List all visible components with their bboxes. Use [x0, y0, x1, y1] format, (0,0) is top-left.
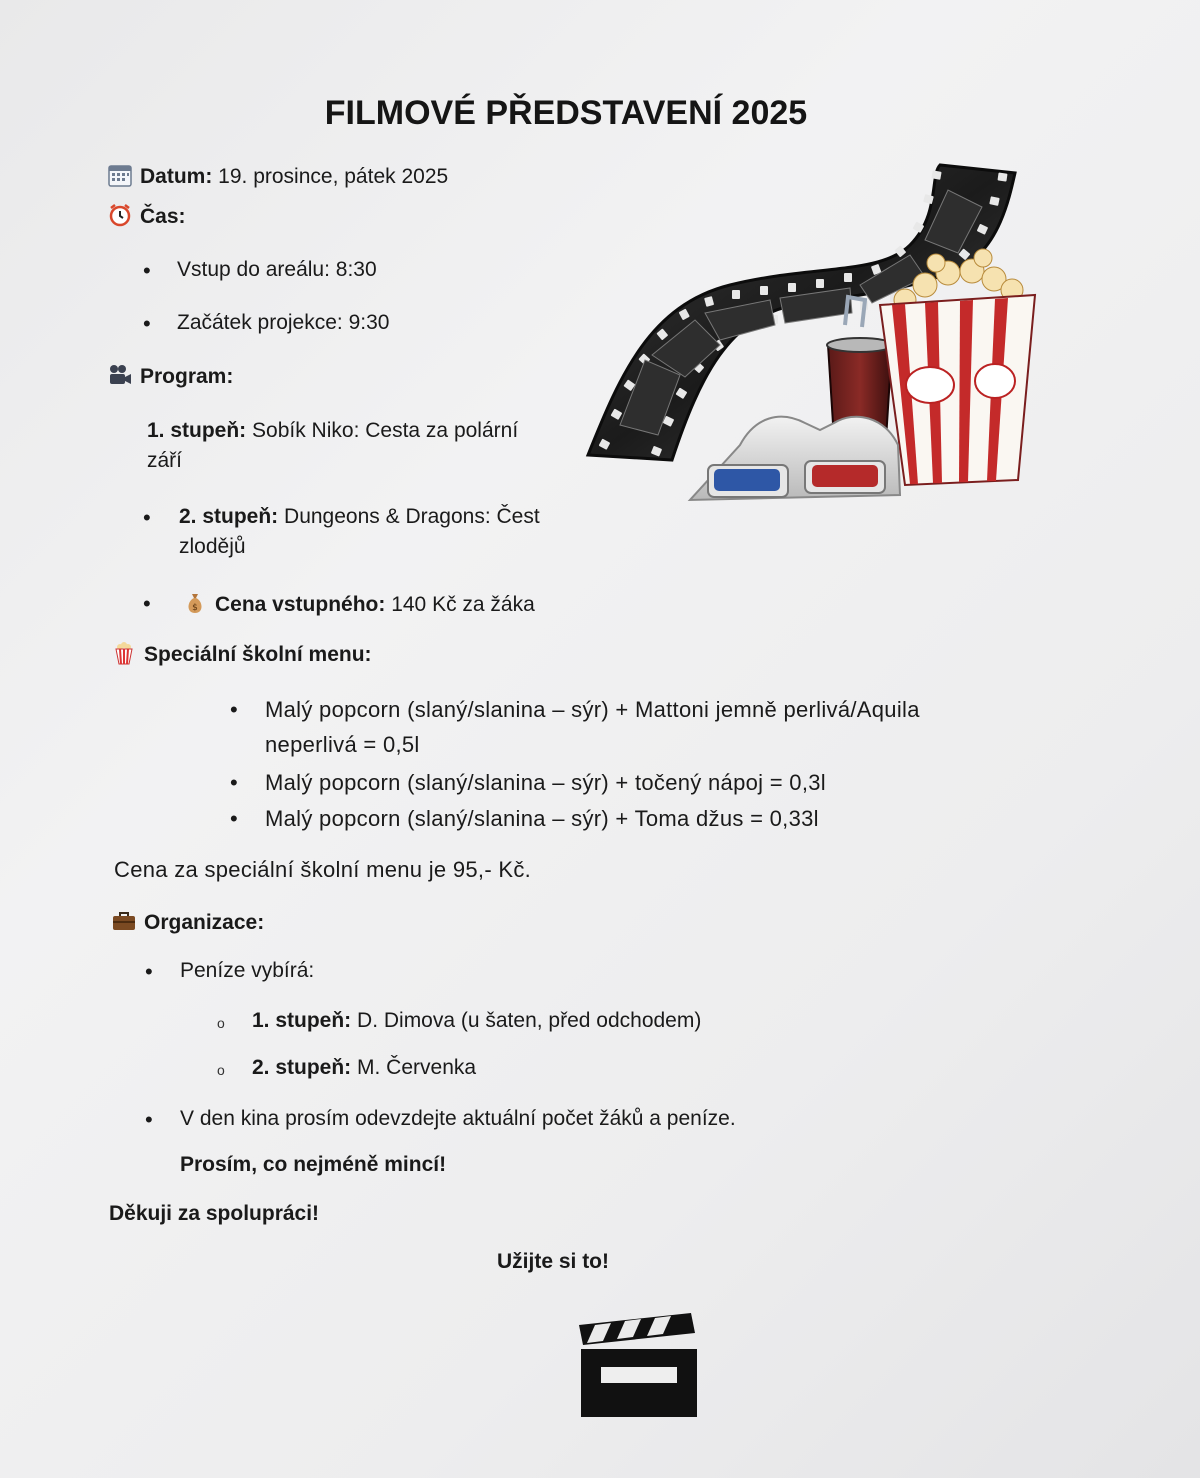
sub-bullet: o: [217, 1062, 225, 1078]
bullet-dot: •: [230, 806, 238, 831]
cas-item-start: Začátek projekce: 9:30: [177, 311, 390, 334]
money-bag-icon: [183, 591, 207, 615]
clapperboard-icon: [577, 1311, 699, 1419]
cas-label: Čas:: [140, 205, 186, 228]
datum-row: [108, 163, 448, 189]
calendar-icon: [108, 163, 132, 187]
bullet-dot: •: [230, 697, 238, 722]
film-camera-icon: [108, 363, 132, 387]
enjoy: Užijte si to!: [497, 1250, 610, 1273]
datum-label: Datum:: [140, 165, 213, 188]
collector-2-label: 2. stupeň:: [252, 1056, 352, 1079]
menu-item-3: Malý popcorn (slaný/slanina – sýr) + Toma džus = 0,33l: [265, 806, 819, 831]
page-title: FILMOVÉ PŘEDSTAVENÍ 2025: [324, 94, 808, 132]
cena-value: 140 Kč za žáka: [385, 593, 535, 616]
sub-bullet: o: [217, 1015, 225, 1031]
collector-1: [252, 1009, 701, 1033]
collector-2: [252, 1056, 476, 1080]
stupen2-title-cont: zlodějů: [179, 535, 246, 558]
menu-label: Speciální školní menu:: [144, 643, 372, 666]
program-stupen2: [179, 505, 540, 529]
stupen1-title: Sobík Niko: Cesta za polární: [246, 419, 519, 442]
collector-1-label: 1. stupeň:: [252, 1009, 352, 1032]
svg-text:$: $: [192, 603, 198, 613]
bullet-dot: •: [230, 770, 238, 795]
bullet-dot: •: [145, 1107, 153, 1132]
collector-2-value: M. Červenka: [351, 1056, 477, 1079]
cena-label: Cena vstupného:: [215, 593, 386, 616]
program-heading: [108, 363, 233, 389]
program-label: Program:: [140, 365, 234, 388]
menu-item-1: Malý popcorn (slaný/slanina – sýr) + Mattoni jemně perlivá/Aquila: [265, 697, 920, 722]
bullet-dot: •: [143, 311, 151, 336]
cena-row: [183, 591, 535, 617]
bullet-dot: •: [143, 505, 151, 530]
collector-1-value: D. Dimova (u šaten, před odchodem): [351, 1009, 702, 1032]
organizace-label: Organizace:: [144, 911, 265, 934]
menu-item-2: Malý popcorn (slaný/slanina – sýr) + točený nápoj = 0,3l: [265, 770, 826, 795]
thanks: Děkuji za spolupráci!: [109, 1202, 320, 1225]
stupen2-label: 2. stupeň:: [179, 505, 279, 528]
alarm-clock-icon: [108, 203, 132, 227]
menu-heading: [112, 641, 372, 667]
cas-heading: [108, 203, 186, 229]
cinema-illustration: [580, 155, 1050, 520]
bullet-dot: •: [143, 258, 151, 283]
bullet-dot: •: [143, 591, 151, 616]
program-stupen1: [147, 419, 518, 443]
bullet-dot: •: [145, 959, 153, 984]
stupen1-label: 1. stupeň:: [147, 419, 247, 442]
menu-item-1-cont: neperlivá = 0,5l: [265, 732, 420, 757]
briefcase-icon: [112, 909, 136, 933]
stupen1-title-cont: září: [147, 449, 183, 472]
popcorn-icon: [112, 641, 136, 665]
instruction: V den kina prosím odevzdejte aktuální počet žáků a peníze.: [180, 1107, 736, 1130]
coins-note: Prosím, co nejméně mincí!: [180, 1153, 447, 1176]
stupen2-title: Dungeons & Dragons: Čest: [278, 505, 540, 528]
datum-value: 19. prosince, pátek 2025: [212, 165, 449, 188]
organizace-heading: [112, 909, 264, 935]
cas-item-entry: Vstup do areálu: 8:30: [177, 258, 377, 281]
collect-label: Peníze vybírá:: [180, 959, 315, 982]
menu-price-note: Cena za speciální školní menu je 95,- Kč.: [114, 857, 532, 882]
